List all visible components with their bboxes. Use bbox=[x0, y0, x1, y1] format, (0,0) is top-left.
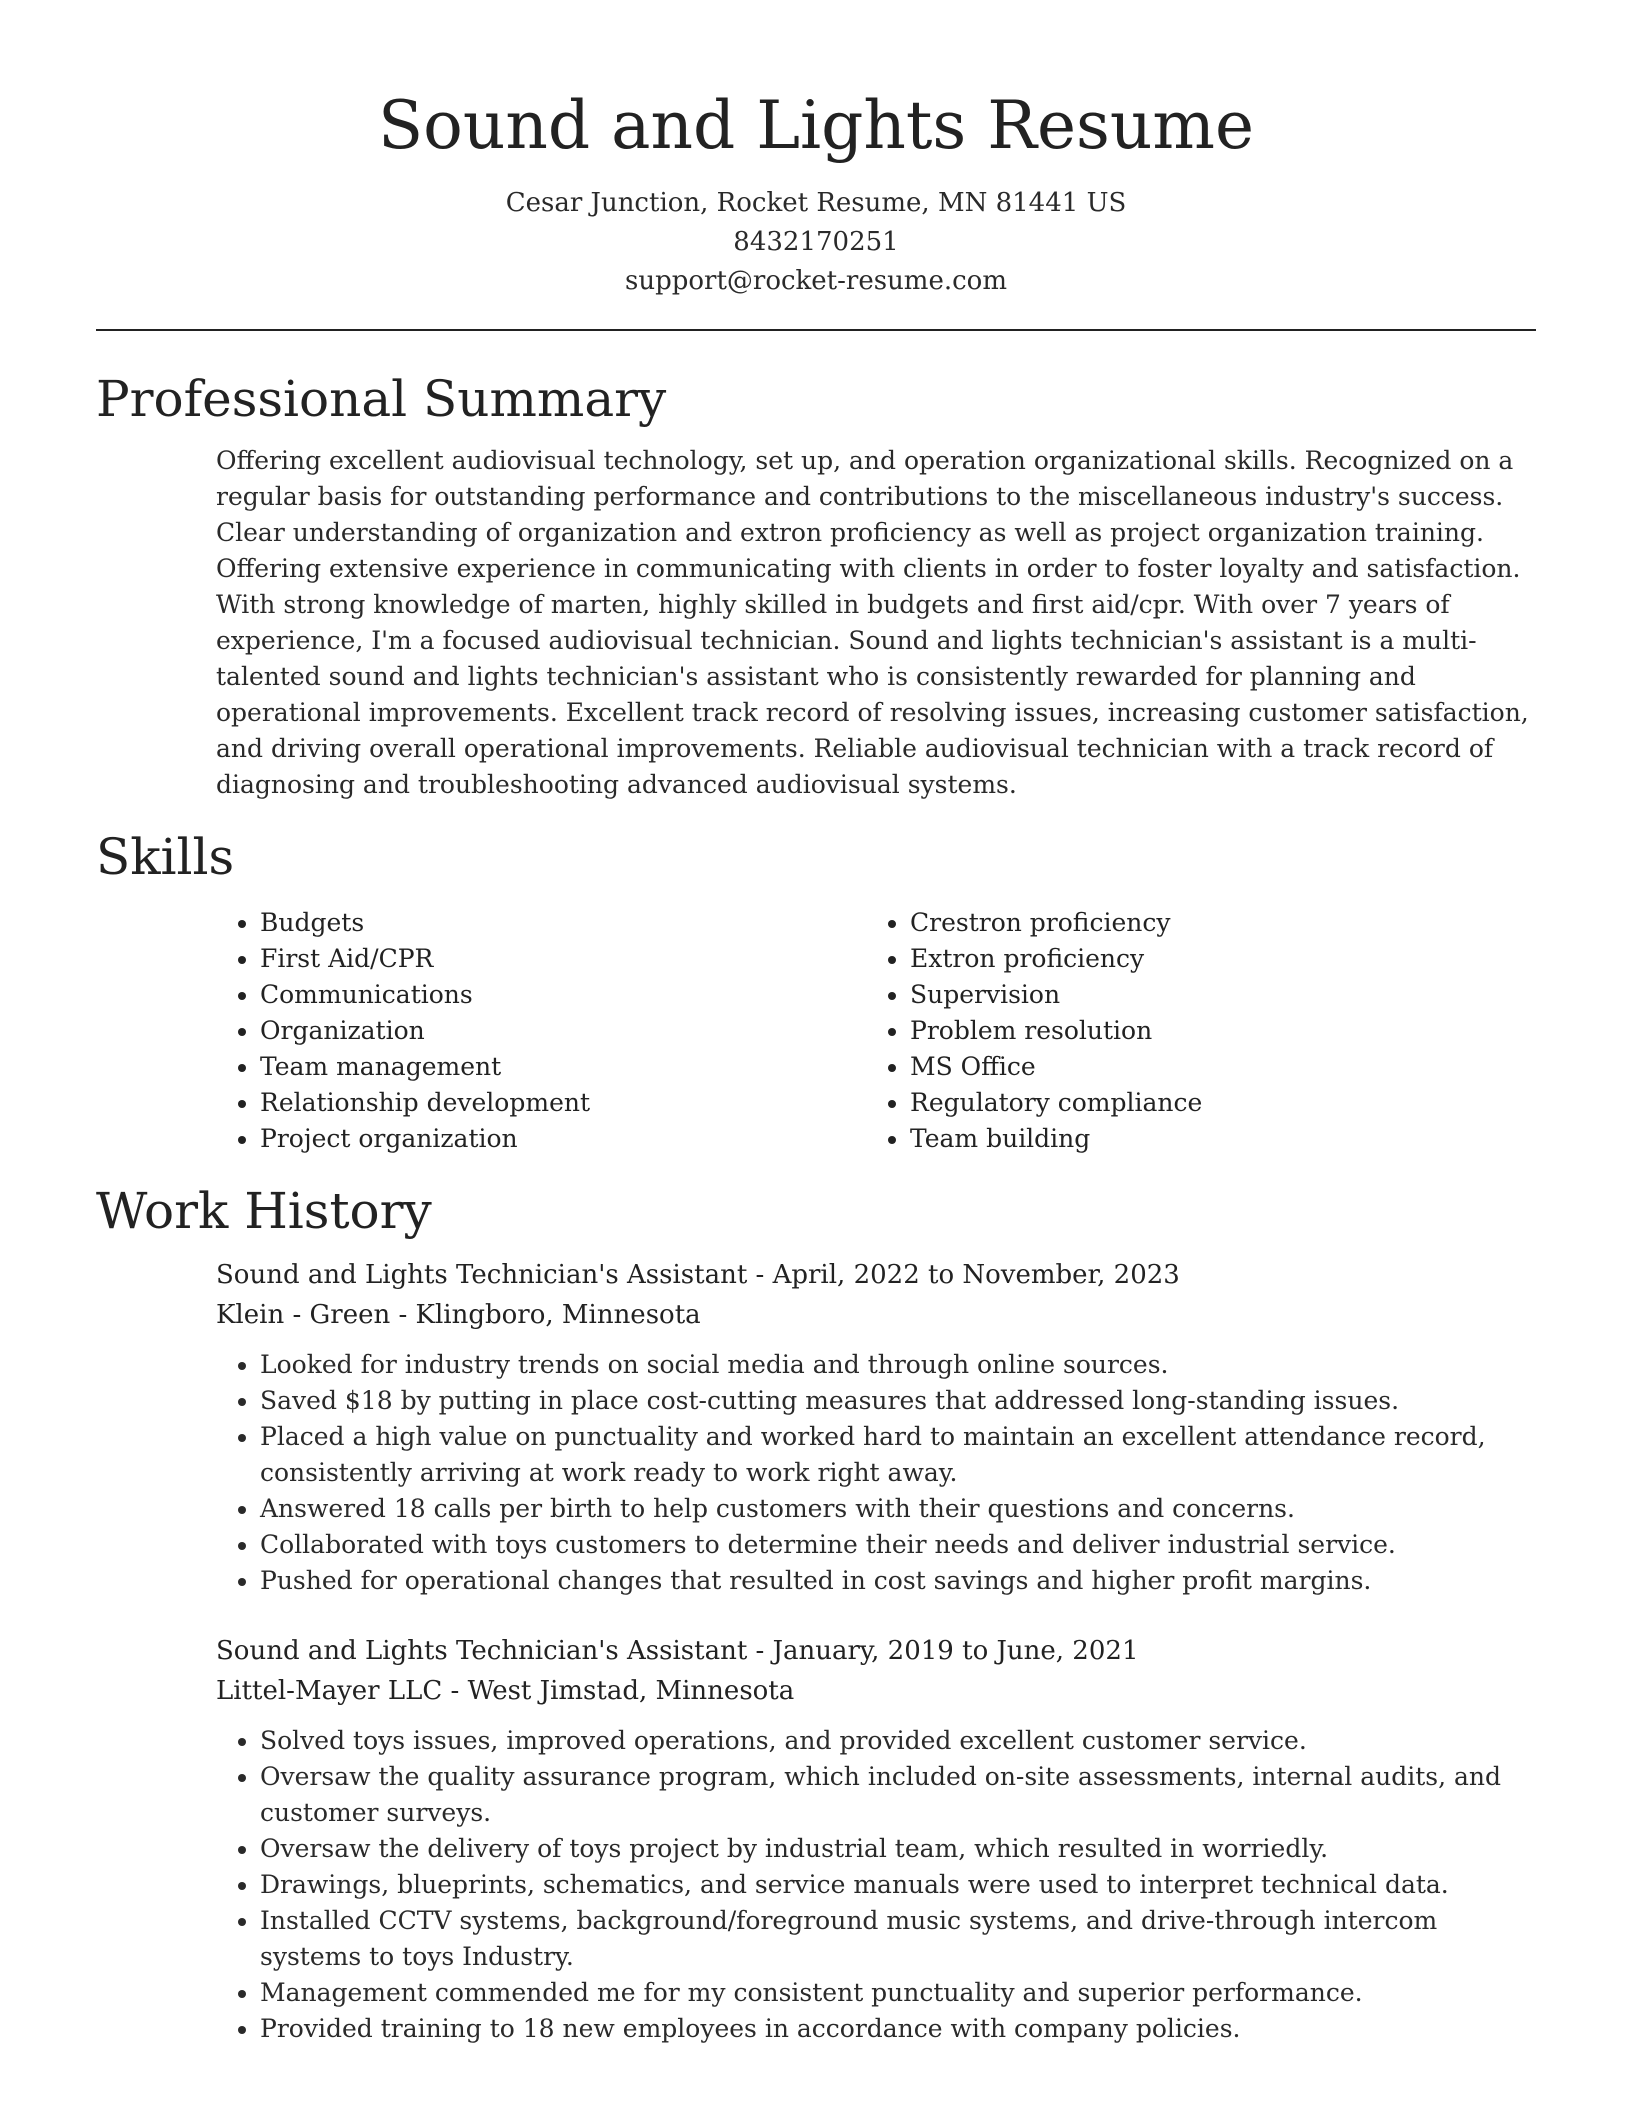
skill-item: • Project organization bbox=[260, 1121, 866, 1157]
skill-item: • Crestron proficiency bbox=[910, 905, 1516, 941]
skill-item: • Regulatory compliance bbox=[910, 1085, 1516, 1121]
contact-email: support@rocket-resume.com bbox=[624, 266, 1007, 296]
skill-item: • First Aid/CPR bbox=[260, 941, 866, 977]
skill-item: • Relationship development bbox=[260, 1085, 866, 1121]
job-bullet: • Collaborated with toys customers to determine their needs and deliver industrial service. bbox=[260, 1527, 1536, 1563]
job-title-line: Sound and Lights Technician's Assistant - April, 2022 to November, 2023 bbox=[216, 1260, 1180, 1290]
job-company-line: Littel-Mayer LLC - West Jimstad, Minnesota bbox=[216, 1676, 795, 1706]
job-bullet: • Management commended me for my consistent punctuality and superior performance. bbox=[260, 1975, 1536, 2011]
skill-item: • Communications bbox=[260, 977, 866, 1013]
skill-item: • Organization bbox=[260, 1013, 866, 1049]
job-company-line: Klein - Green - Klingboro, Minnesota bbox=[216, 1300, 701, 1330]
job-bullet: • Answered 18 calls per birth to help customers with their questions and concerns. bbox=[260, 1491, 1536, 1527]
skills-column-left bbox=[216, 905, 866, 1157]
skills-list bbox=[216, 905, 1536, 1157]
skills-column-right bbox=[866, 905, 1516, 1157]
job-bullet: • Provided training to 18 new employees in accordance with company policies. bbox=[260, 2011, 1536, 2047]
job-entry-1 bbox=[216, 1255, 1536, 1599]
skills-heading: Skills bbox=[96, 828, 235, 886]
job-bullets bbox=[216, 1723, 1536, 2047]
header-divider bbox=[96, 329, 1536, 331]
job-bullets bbox=[216, 1347, 1536, 1599]
job-entry-2 bbox=[216, 1631, 1536, 2047]
resume-title: Sound and Lights Resume bbox=[377, 87, 1255, 164]
contact-address: Cesar Junction, Rocket Resume, MN 81441 US bbox=[505, 188, 1127, 218]
job-bullet: • Installed CCTV systems, background/foreground music systems, and drive-through intercom systems to toys Industry. bbox=[260, 1903, 1536, 1975]
work-history-heading: Work History bbox=[96, 1182, 432, 1240]
summary-text: Offering excellent audiovisual technology, set up, and operation organizational skills. Recognized on a regular basis for outstanding performance and contributions to the miscellaneous industry's success. Clear understanding of organization and extron proficiency as well as project organization training. Offering extensive experience in communicating with clients in order to foster loyalty and satisfaction. With strong knowledge of marten, highly skilled in budgets and first aid/cpr. With over 7 years of experience, I'm a focused audiovisual technician. Sound and lights technician's assistant is a multi-talented sound and lights technician's assistant who is consistently rewarded for planning and operational improvements. Excellent track record of resolving issues, increasing customer satisfaction, and driving overall operational improvements. Reliable audiovisual technician with a track record of diagnosing and troubleshooting advanced audiovisual systems. bbox=[216, 446, 1529, 799]
job-bullet: • Solved toys issues, improved operations, and provided excellent customer service. bbox=[260, 1723, 1536, 1759]
skill-item: • Extron proficiency bbox=[910, 941, 1516, 977]
skill-item: • Budgets bbox=[260, 905, 866, 941]
skill-item: • MS Office bbox=[910, 1049, 1516, 1085]
contact-block bbox=[96, 184, 1536, 301]
job-bullet: • Drawings, blueprints, schematics, and service manuals were used to interpret technical data. bbox=[260, 1867, 1536, 1903]
resume-header bbox=[96, 0, 1536, 301]
job-bullet: • Oversaw the quality assurance program, which included on-site assessments, internal audits, and customer surveys. bbox=[260, 1759, 1536, 1831]
job-bullet: • Placed a high value on punctuality and worked hard to maintain an excellent attendance record, consistently arriving at work ready to work right away. bbox=[260, 1419, 1536, 1491]
job-bullet: • Pushed for operational changes that resulted in cost savings and higher profit margins. bbox=[260, 1563, 1536, 1599]
skill-item: • Supervision bbox=[910, 977, 1516, 1013]
skill-item: • Problem resolution bbox=[910, 1013, 1516, 1049]
skill-item: • Team building bbox=[910, 1121, 1516, 1157]
summary-heading: Professional Summary bbox=[96, 370, 667, 428]
job-bullet: • Looked for industry trends on social media and through online sources. bbox=[260, 1347, 1536, 1383]
job-bullet: • Saved $18 by putting in place cost-cutting measures that addressed long-standing issues. bbox=[260, 1383, 1536, 1419]
job-title-line: Sound and Lights Technician's Assistant - January, 2019 to June, 2021 bbox=[216, 1636, 1139, 1666]
job-bullet: • Oversaw the delivery of toys project by industrial team, which resulted in worriedly. bbox=[260, 1831, 1536, 1867]
contact-phone: 8432170251 bbox=[733, 227, 899, 257]
skill-item: • Team management bbox=[260, 1049, 866, 1085]
